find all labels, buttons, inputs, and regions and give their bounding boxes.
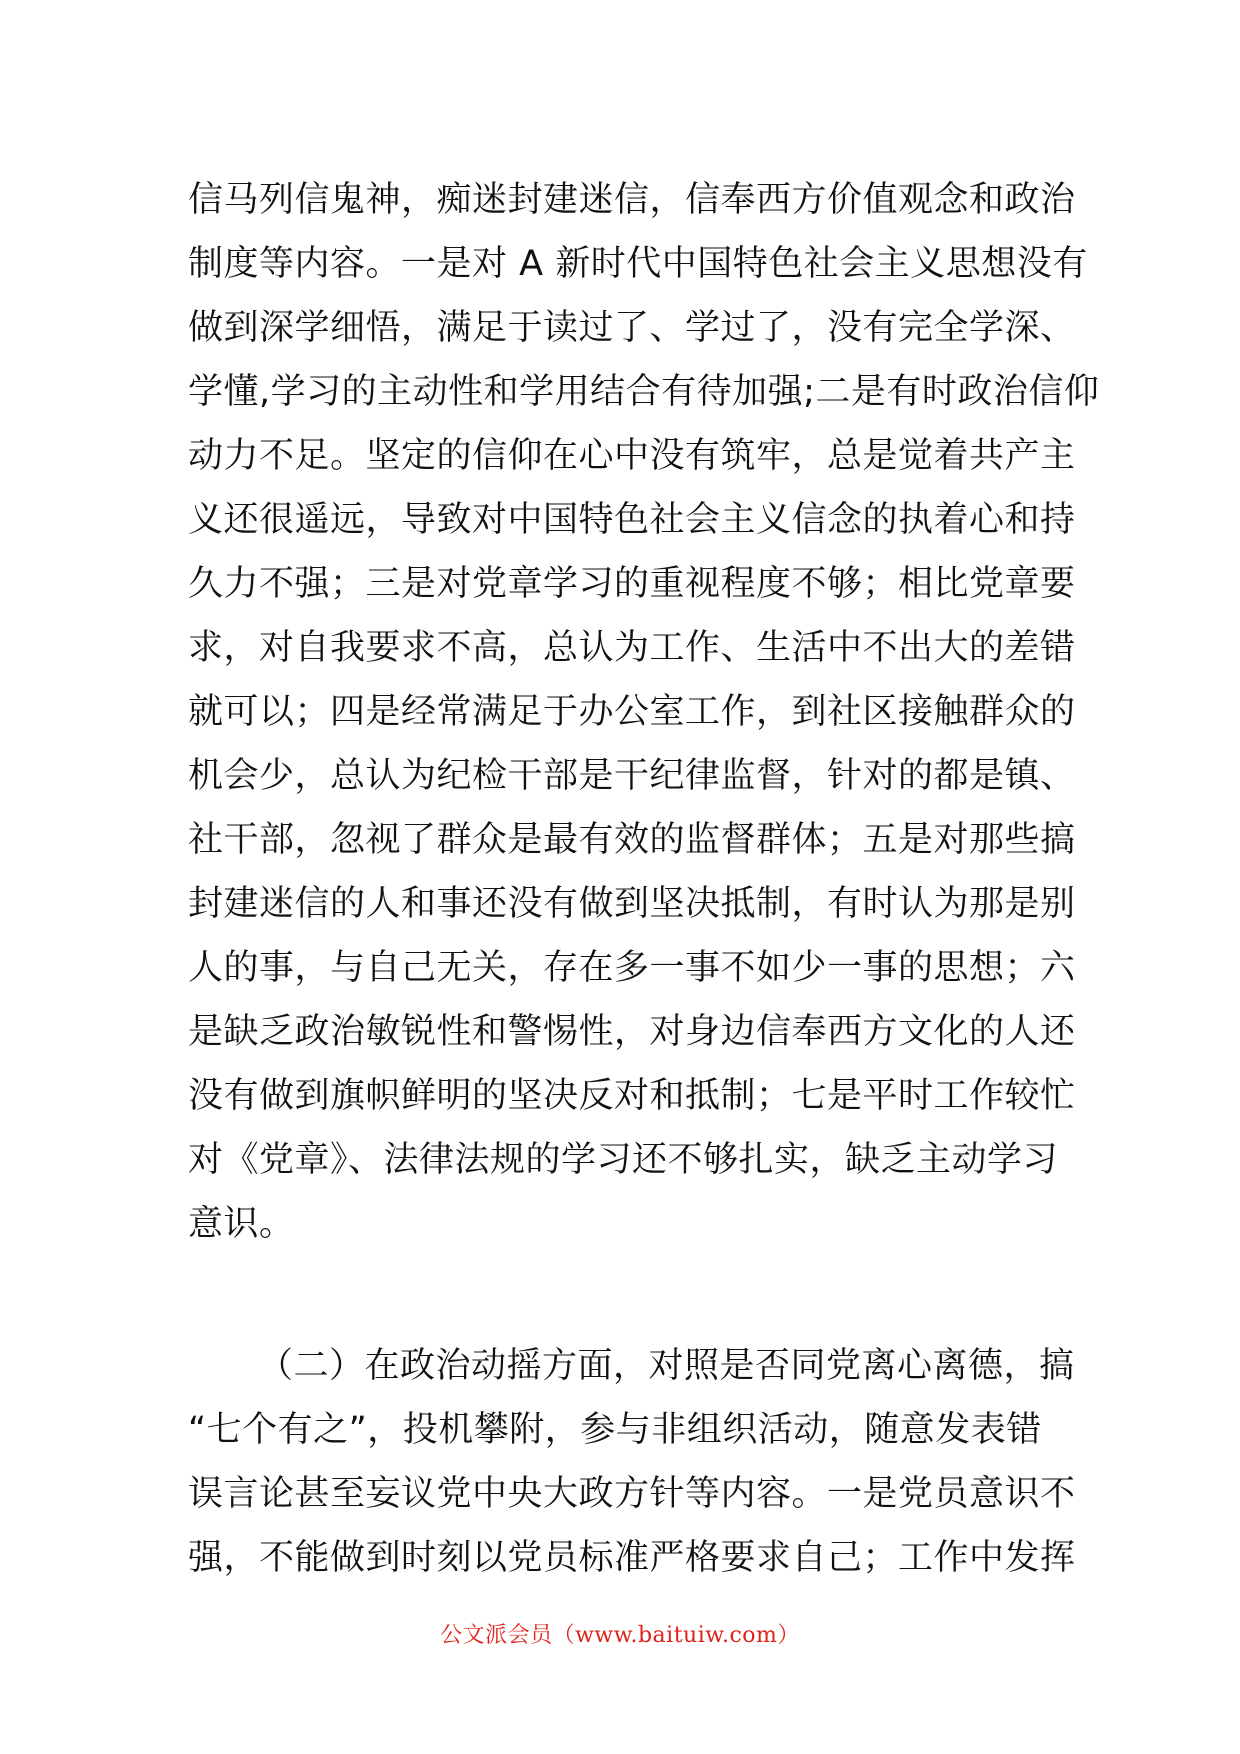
paragraph-1	[188, 168, 1100, 1256]
text-line: 对《党章》、法律法规的学习还不够扎实，缺乏主动学习	[188, 1140, 1059, 1180]
text-line: 是缺乏政治敏锐性和警惕性，对身边信奉西方文化的人还	[188, 1012, 1076, 1052]
text-line: 社干部，忽视了群众是最有效的监督群体；五是对那些搞	[188, 820, 1076, 860]
text-line: 信马列信鬼神，痴迷封建迷信，信奉西方价值观念和政治	[188, 180, 1076, 220]
text-line: 机会少，总认为纪检干部是干纪律监督，针对的都是镇、	[188, 756, 1076, 796]
text-line: 义还很遥远，导致对中国特色社会主义信念的执着心和持	[188, 500, 1076, 540]
text-line: 求，对自我要求不高，总认为工作、生活中不出大的差错	[188, 628, 1076, 668]
text-line: 久力不强；三是对党章学习的重视程度不够；相比党章要	[188, 564, 1076, 604]
text-line: 制度等内容。一是对 A 新时代中国特色社会主义思想没有	[188, 244, 1088, 284]
document-body	[188, 168, 1100, 1590]
text-line: 意识。	[188, 1204, 295, 1244]
text-line: “七个有之”，投机攀附，参与非组织活动，随意发表错	[188, 1410, 1042, 1450]
text-line: 做到深学细悟，满足于读过了、学过了，没有完全学深、	[188, 308, 1076, 348]
text-line: 动力不足。坚定的信仰在心中没有筑牢，总是觉着共产主	[188, 436, 1076, 476]
section-heading-line: （二）在政治动摇方面，对照是否同党离心离德，搞	[258, 1346, 1075, 1386]
text-line: 人的事，与自己无关，存在多一事不如少一事的思想；六	[188, 948, 1076, 988]
text-line: 误言论甚至妄议党中央大政方针等内容。一是党员意识不	[188, 1474, 1076, 1514]
text-line: 封建迷信的人和事还没有做到坚决抵制，有时认为那是别	[188, 884, 1076, 924]
text-line: 没有做到旗帜鲜明的坚决反对和抵制；七是平时工作较忙	[188, 1076, 1076, 1116]
paragraph-2	[188, 1334, 1076, 1590]
footer-watermark: 公文派会员（www.baituiw.com）	[440, 1623, 800, 1648]
text-line: 学懂,学习的主动性和学用结合有待加强;二是有时政治信仰	[188, 372, 1100, 412]
text-line: 强，不能做到时刻以党员标准严格要求自己；工作中发挥	[188, 1538, 1076, 1578]
text-line: 就可以；四是经常满足于办公室工作，到社区接触群众的	[188, 692, 1076, 732]
